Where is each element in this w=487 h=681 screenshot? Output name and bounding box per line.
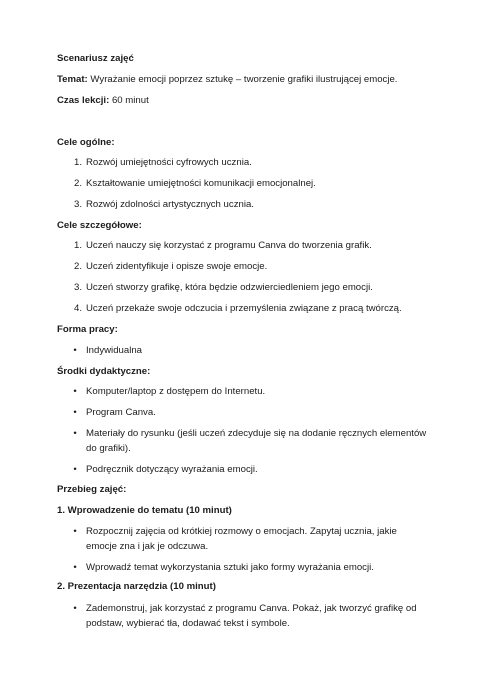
bullet-marker: • xyxy=(73,407,77,418)
bullet-marker: • xyxy=(73,603,77,614)
list-item: Komputer/laptop z dostępem do Internetu. xyxy=(86,386,266,397)
duration-line xyxy=(57,95,149,106)
list-item: Rozwój zdolności artystycznych ucznia. xyxy=(86,199,254,210)
bullet-marker: • xyxy=(73,428,77,439)
bullet-marker: • xyxy=(73,562,77,573)
list-number: 1. xyxy=(73,157,82,168)
bullet-marker: • xyxy=(73,464,77,475)
bullet-marker: • xyxy=(73,526,77,537)
specific-goals-heading: Cele szczegółowe: xyxy=(57,220,142,231)
list-number: 3. xyxy=(73,282,82,293)
document-title: Scenariusz zajęć xyxy=(57,53,134,64)
lesson-flow-heading: Przebieg zajęć: xyxy=(57,484,127,495)
list-item: Wprowadź temat wykorzystania sztuki jako formy wyrażania emocji. xyxy=(86,562,374,573)
list-item: Uczeń nauczy się korzystać z programu Canva do tworzenia grafik. xyxy=(86,240,372,251)
list-item: Program Canva. xyxy=(86,407,156,418)
list-item: Uczeń stworzy grafikę, która będzie odzwierciedleniem jego emocji. xyxy=(86,282,373,293)
teaching-aids-heading: Środki dydaktyczne: xyxy=(57,366,151,377)
list-item: Uczeń zidentyfikuje i opisze swoje emocje. xyxy=(86,261,268,272)
topic-label: Temat: xyxy=(57,74,88,85)
topic-line xyxy=(57,74,397,85)
list-number: 2. xyxy=(73,261,82,272)
list-number: 4. xyxy=(73,303,82,314)
section-title: 2. Prezentacja narzędzia (10 minut) xyxy=(57,581,216,592)
list-item: Indywidualna xyxy=(86,345,143,356)
list-item: Rozwój umiejętności cyfrowych ucznia. xyxy=(86,157,252,168)
general-goals-heading: Cele ogólne: xyxy=(57,137,115,148)
bullet-marker: • xyxy=(73,386,77,397)
list-number: 1. xyxy=(73,240,82,251)
duration-label: Czas lekcji: xyxy=(57,95,110,106)
list-number: 2. xyxy=(73,178,82,189)
list-item: Kształtowanie umiejętności komunikacji emocjonalnej. xyxy=(86,178,316,189)
duration-value: 60 minut xyxy=(111,95,149,106)
list-item: Rozpocznij zajęcia od krótkiej rozmowy o emocjach. Zapytaj ucznia, jakie emocje zna i jak je odczuwa. xyxy=(86,526,397,552)
list-item: Podręcznik dotyczący wyrażania emocji. xyxy=(86,464,258,475)
list-item: Materiały do rysunku (jeśli uczeń zdecyduje się na dodanie ręcznych elementów do grafiki). xyxy=(86,428,427,454)
topic-value: Wyrażanie emocji poprzez sztukę – tworzenie grafiki ilustrującej emocje. xyxy=(90,74,398,85)
work-form-heading: Forma pracy: xyxy=(57,324,118,335)
list-number: 3. xyxy=(73,199,82,210)
list-item: Zademonstruj, jak korzystać z programu Canva. Pokaż, jak tworzyć grafikę od podstaw, wybierać tła, dodawać tekst i symbole. xyxy=(86,603,417,629)
list-item: Uczeń przekaże swoje odczucia i przemyślenia związane z pracą twórczą. xyxy=(86,303,402,314)
section-title: 1. Wprowadzenie do tematu (10 minut) xyxy=(57,505,232,516)
bullet-marker: • xyxy=(73,345,77,356)
